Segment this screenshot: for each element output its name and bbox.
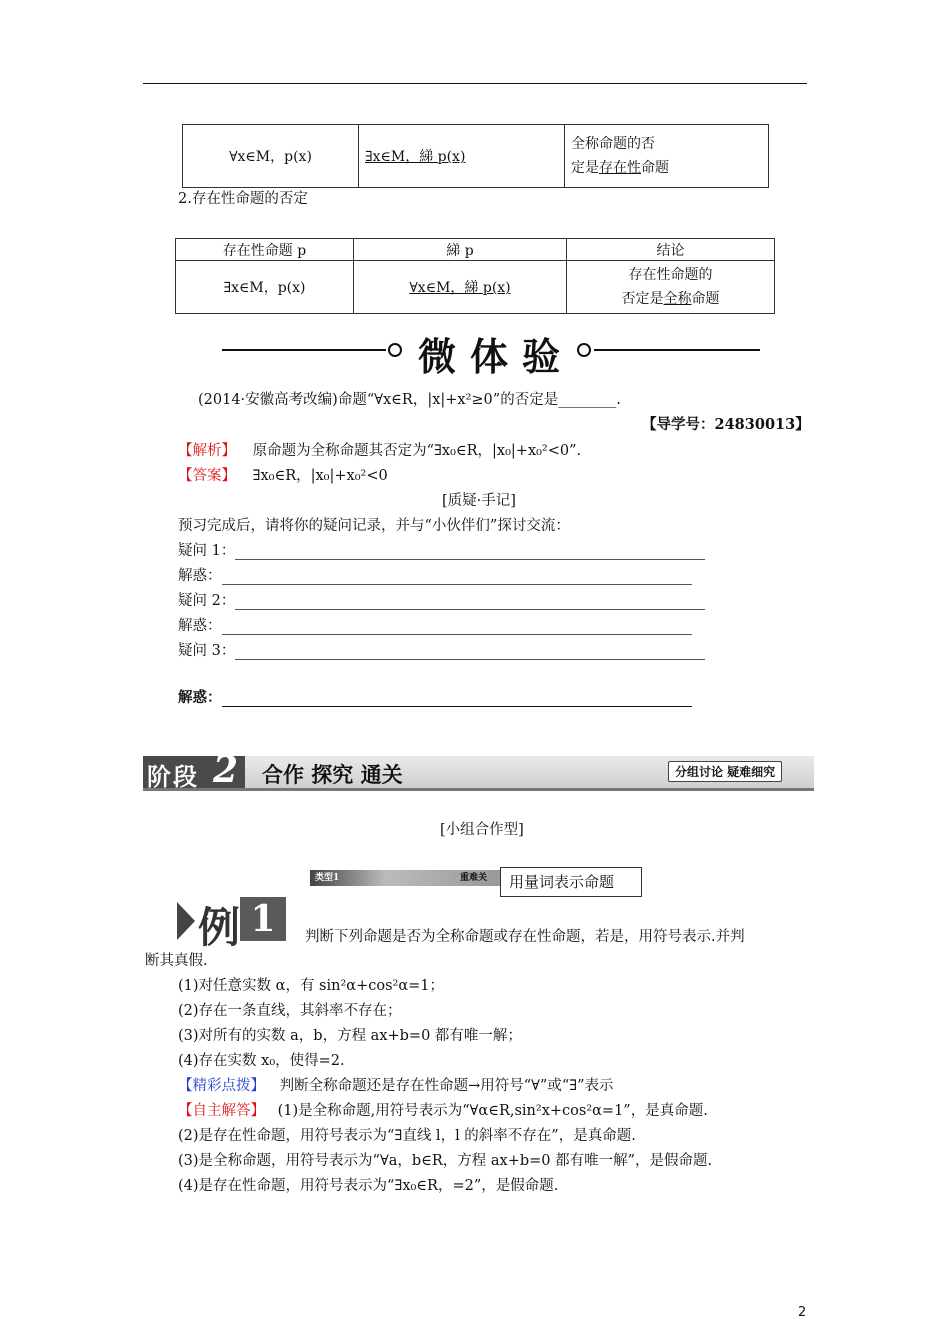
analysis-line: 【解析】 原命题为全称命题其否定为“∃x₀∈R，|x₀|+x₀²<0”. <box>178 443 582 459</box>
divider-line <box>222 349 386 351</box>
universal-negation-table <box>182 124 769 188</box>
list-item: (2)存在一条直线，其斜率不存在； <box>178 1003 402 1019</box>
answer-line: 【答案】 ∃x₀∈R，|x₀|+x₀²<0 <box>178 468 388 484</box>
solution-tag: 【自主解答】 <box>178 1103 265 1119</box>
tips-line: 【精彩点拨】 判断全称命题还是存在性命题→用符号“∀”或“∃”表示 <box>178 1078 614 1094</box>
answer-3-field[interactable]: 解惑： <box>178 686 692 707</box>
analysis-tag: 【解析】 <box>178 443 236 459</box>
divider-line <box>594 349 760 351</box>
page-number: 2 <box>798 1305 807 1320</box>
question-2-field[interactable]: 疑问 2： <box>178 589 705 610</box>
table-cell: ∃x∈M，綈 p(x) <box>359 125 565 188</box>
answer-1-field[interactable]: 解惑： <box>178 564 692 585</box>
tips-tag: 【精彩点拨】 <box>178 1078 265 1094</box>
notes-header: [质疑·手记] <box>442 493 516 509</box>
question-1-field[interactable]: 疑问 1： <box>178 539 705 560</box>
question-text: (2014·安徽高考改编)命题“∀x∈R，|x|+x²≥0”的否定是________. <box>198 392 621 408</box>
solution-line: (3)是全称命题，用符号表示为“∀a，b∈R，方程 ax+b=0 都有唯一解”，是假命题. <box>178 1153 713 1169</box>
table-cell: ∀x∈M，綈 p(x) <box>354 261 567 314</box>
guide-number: 【导学号：24830013】 <box>642 416 810 433</box>
list-item: (4)存在实数 x₀，使得=2. <box>178 1053 345 1069</box>
example-number: 1 <box>240 897 286 941</box>
question-3-field[interactable]: 疑问 3： <box>178 639 705 660</box>
list-item: (1)对任意实数 α，有 sin²α+cos²α=1； <box>178 978 444 994</box>
solution-line: (4)是存在性命题，用符号表示为“∃x₀∈R，=2”，是假命题. <box>178 1178 559 1194</box>
answer-tag: 【答案】 <box>178 468 236 484</box>
type-mid-label: 重难关 <box>460 873 488 883</box>
circle-ornament-icon <box>388 343 402 357</box>
table-cell: 存在性命题的 否定是全称命题 <box>567 261 775 314</box>
stage-label: 阶段 <box>147 762 199 791</box>
table-row <box>183 125 769 188</box>
table-cell: 全称命题的否 定是存在性命题 <box>565 125 769 188</box>
type-label: 类型1 <box>315 873 340 883</box>
section-title: 2.存在性命题的否定 <box>178 191 308 207</box>
example-line: 断其真假. <box>145 953 208 969</box>
answer-2-field[interactable]: 解惑： <box>178 614 692 635</box>
table-header: 存在性命题 p <box>176 239 354 261</box>
table-row <box>176 261 775 314</box>
solution-line: (2)是存在性命题，用符号表示为“∃直线 l，l 的斜率不存在”，是真命题. <box>178 1128 636 1144</box>
stage-tag: 分组讨论 疑难细究 <box>668 761 782 782</box>
example-arrow-icon <box>177 902 195 940</box>
solution-line: 【自主解答】 (1)是全称命题,用符号表示为“∀α∈R,sin²x+cos²α=1”，是真命题. <box>178 1103 708 1119</box>
table-header: 结论 <box>567 239 775 261</box>
circle-ornament-icon <box>577 343 591 357</box>
example-label: 例 <box>198 903 241 952</box>
stage-title: 合作 探究 通关 <box>262 762 403 787</box>
type-box: 用量词表示命题 <box>500 867 642 897</box>
header-rule <box>143 83 807 84</box>
group-label: [小组合作型] <box>440 822 524 838</box>
section-heading: 微体验 <box>418 334 575 379</box>
table-header: 綈 p <box>354 239 567 261</box>
table-cell: ∃x∈M，p(x) <box>176 261 354 314</box>
existential-negation-table <box>175 238 775 314</box>
notes-intro: 预习完成后，请将你的疑问记录，并与“小伙伴们”探讨交流： <box>178 518 570 534</box>
list-item: (3)对所有的实数 a，b，方程 ax+b=0 都有唯一解； <box>178 1028 522 1044</box>
stage-number: 2 <box>213 749 239 791</box>
table-row <box>176 239 775 261</box>
example-line: 判断下列命题是否为全称命题或存在性命题，若是，用符号表示.并判 <box>305 929 745 945</box>
table-cell: ∀x∈M，p(x) <box>183 125 359 188</box>
